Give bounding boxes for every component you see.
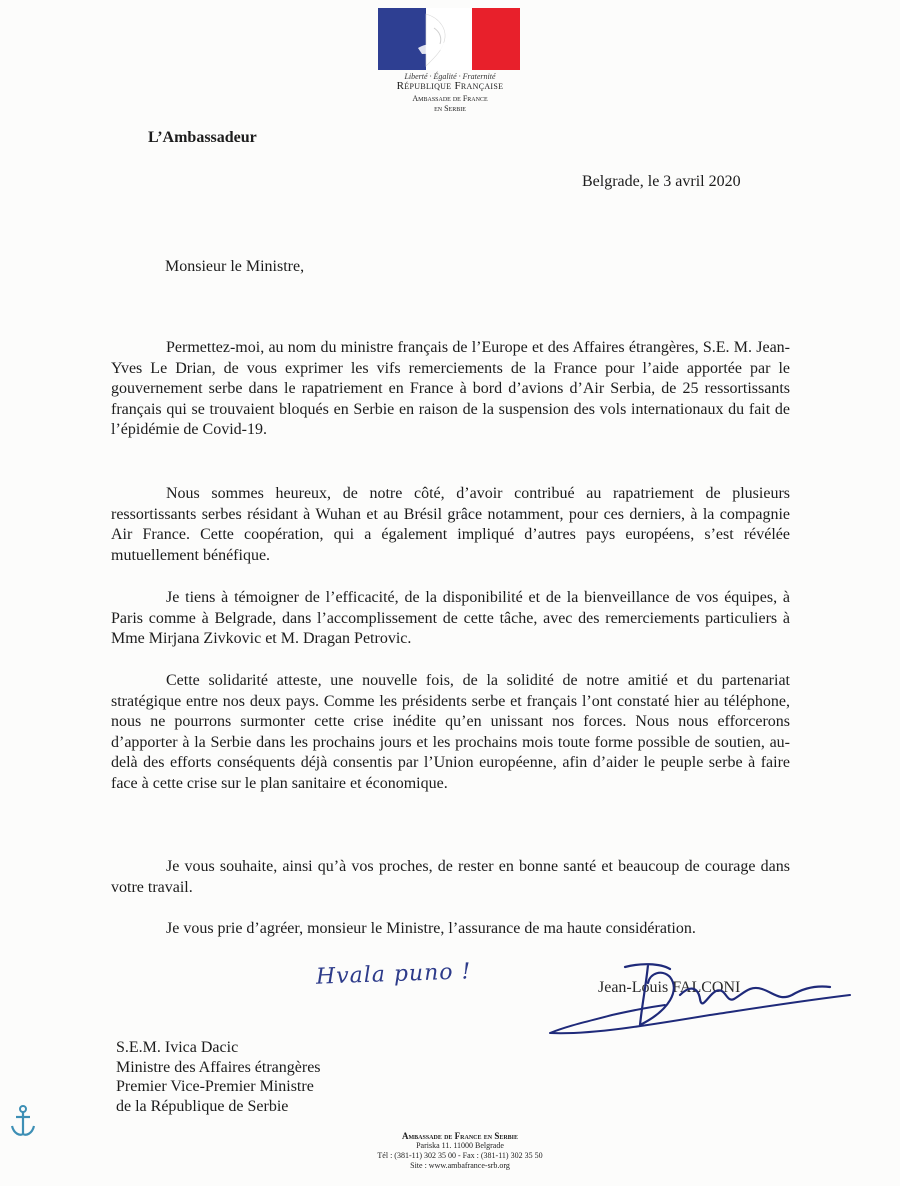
embassy-label-line1: Ambassade de France [412, 94, 488, 103]
handwritten-note: Hvala puno ! [315, 959, 472, 990]
salutation: Monsieur le Ministre, [165, 258, 305, 275]
paragraph-3: Je tiens à témoigner de l’efficacité, de la disponibilité et de la bienveillance de vos équipes, à Paris comme à Belgrade, dans l’accomplissement de cette tâche, avec des remerciements particuliers à Mme Mirjana Zivkovic et M. Dragan Petrovic. [111, 589, 790, 647]
anchor-icon [8, 1104, 38, 1138]
embassy-label-line2: en Serbie [434, 104, 466, 113]
footer [300, 1131, 620, 1171]
republic-motto: Liberté · Égalité · Fraternité [404, 72, 496, 81]
paragraph-6: Je vous prie d’agréer, monsieur le Ministre, l’assurance de ma haute considération. [166, 920, 696, 937]
letter-date: Belgrade, le 3 avril 2020 [582, 173, 741, 190]
paragraph-2: Nous sommes heureux, de notre côté, d’avoir contribué au rapatriement de plusieurs ressortissants serbes résidant à Wuhan et au Brésil grâce notamment, pour ces derniers, à la compagnie Air France. Cette coopération, qui a également impliqué d’autres pays européens, s’est révélée mutuellement bénéfique. [111, 485, 790, 564]
republique-francaise-label: République Française [396, 80, 504, 92]
marianne-logo [378, 8, 520, 70]
embassy-label [340, 94, 560, 114]
paragraph-4: Cette solidarité atteste, une nouvelle fois, de la solidité de notre amitié et du partenariat stratégique entre nos deux pays. Comme les présidents serbe et français l’ont constaté hier au téléphone, nous ne pourrons surmonter cette crise inédite qu’en unissant nos forces. Nous nous efforcerons d’apporter à la Serbie dans les prochains jours et les prochains mois toute forme possible de soutien, au-delà des efforts conséquents déjà consentis par l’Union européenne, afin d’aider le peuple serbe à faire face à cette crise sur le plan sanitaire et économique. [111, 672, 790, 792]
recipient-block [116, 1038, 321, 1116]
footer-phone: Tél : (381-11) 302 35 00 - Fax : (381-11) 302 35 50 [377, 1151, 543, 1160]
recipient-title-1: Ministre des Affaires étrangères [116, 1058, 321, 1076]
paragraph-1: Permettez-moi, au nom du ministre français de l’Europe et des Affaires étrangères, S.E. M. Jean-Yves Le Drian, de vous exprimer les vifs remerciements de la France pour l’aide apportée par le gouvernement serbe dans le rapatriement en France à bord d’avions d’Air Serbia, de 25 ressortissants français qui se trouvaient bloqués en Serbie en raison de la suspension des vols internationaux du fait de l’épidémie de Covid-19. [111, 339, 790, 438]
recipient-title-2: Premier Vice-Premier Ministre [116, 1078, 314, 1095]
paragraph-5: Je vous souhaite, ainsi qu’à vos proches, de rester en bonne santé et beaucoup de courage dans votre travail. [111, 858, 790, 896]
signatory-name: Jean-Louis FALCONI [598, 979, 741, 996]
recipient-title-3: de la République de Serbie [116, 1097, 289, 1115]
footer-site: Site : www.ambafrance-srb.org [410, 1161, 510, 1170]
recipient-name: S.E.M. Ivica Dacic [116, 1039, 239, 1056]
sender-title: L’Ambassadeur [148, 129, 257, 146]
footer-embassy-name: Ambassade de France en Serbie [401, 1131, 519, 1141]
signature-scribble [530, 955, 860, 1050]
footer-address: Pariska 11. 11000 Belgrade [416, 1141, 504, 1150]
